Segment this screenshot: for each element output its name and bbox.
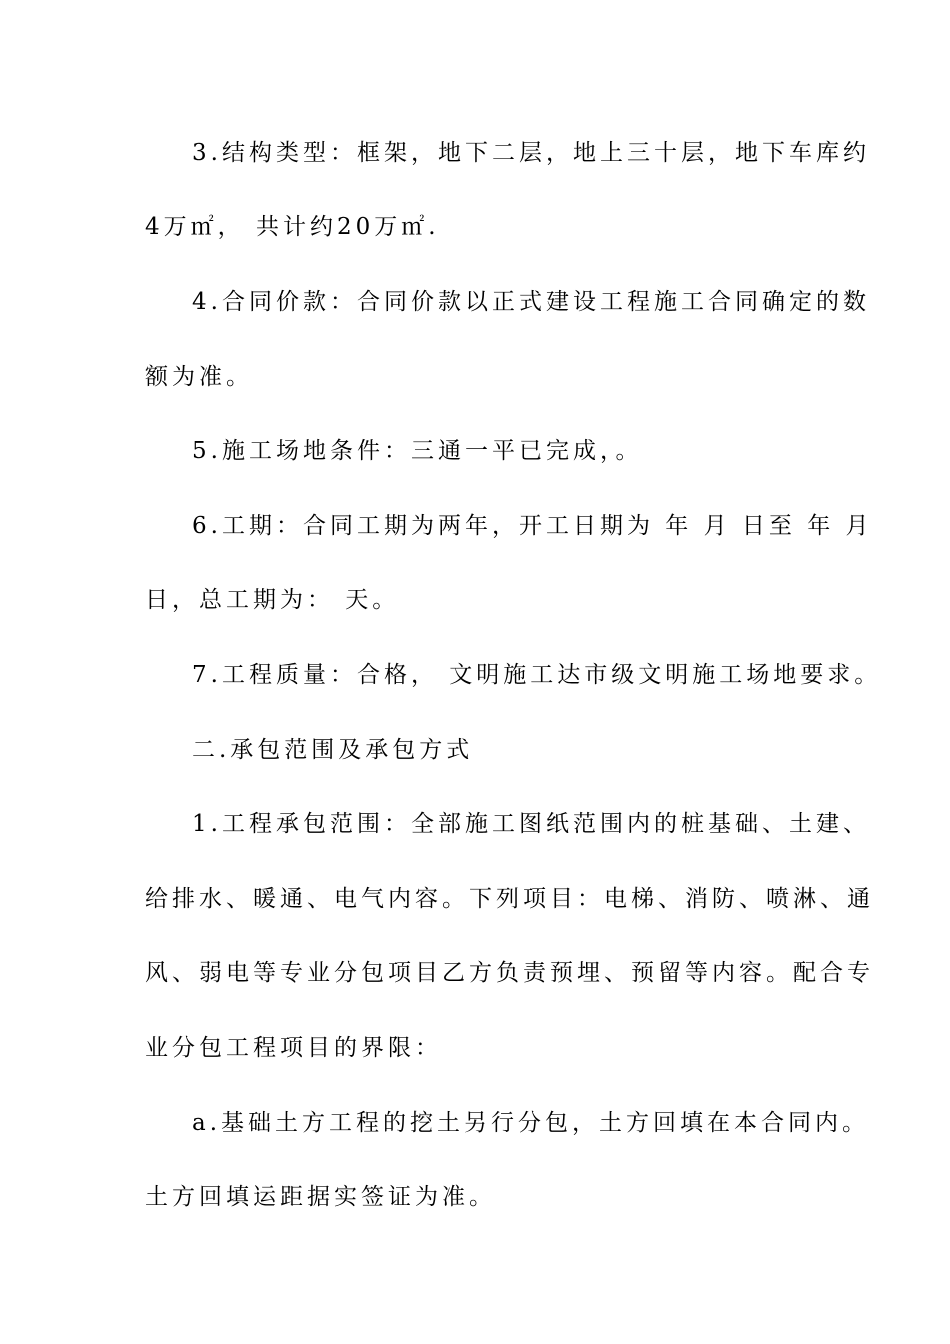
paragraph-line-structure-type: 3.结构类型：框架，地下二层，地上三十层，地下车库约 — [192, 140, 870, 166]
paragraph-line-earthwork-cont: 土方回填运距据实签证为准。 — [145, 1184, 496, 1210]
paragraph-line-scope-cont-2: 风、弱电等专业分包项目乙方负责预埋、预留等内容。配合专 — [145, 960, 874, 986]
section-heading-scope: 二.承包范围及承包方式 — [192, 737, 474, 763]
paragraph-line-scope: 1.工程承包范围：全部施工图纸范围内的桩基础、土建、 — [192, 811, 870, 837]
paragraph-line-schedule-cont: 日，总工期为： 天。 — [145, 587, 400, 613]
paragraph-line-structure-area: 4万㎡， 共计约20万㎡. — [145, 214, 440, 240]
paragraph-line-earthwork: a.基础土方工程的挖土另行分包，土方回填在本合同内。 — [192, 1110, 870, 1136]
paragraph-line-site-conditions: 5.施工场地条件：三通一平已完成，。 — [192, 438, 643, 464]
paragraph-line-scope-cont-1: 给排水、暖通、电气内容。下列项目：电梯、消防、喷淋、通 — [145, 886, 874, 912]
paragraph-line-contract-price: 4.合同价款：合同价款以正式建设工程施工合同确定的数 — [192, 289, 870, 315]
paragraph-line-scope-cont-3: 业分包工程项目的界限： — [145, 1035, 442, 1061]
paragraph-line-contract-price-cont: 额为准。 — [145, 364, 253, 390]
paragraph-line-quality: 7.工程质量：合格， 文明施工达市级文明施工场地要求。 — [192, 662, 882, 688]
paragraph-line-schedule: 6.工期：合同工期为两年，开工日期为 年 月 日至 年 月 — [192, 513, 873, 539]
